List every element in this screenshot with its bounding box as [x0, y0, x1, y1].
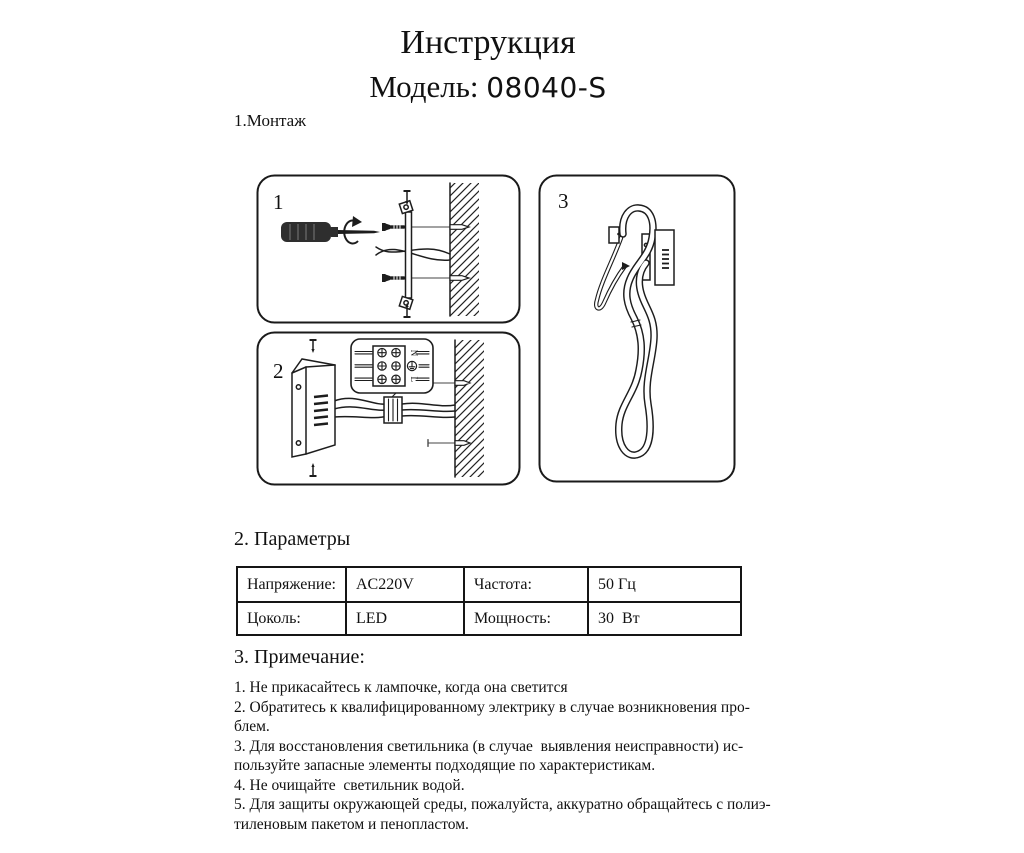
- params-heading: 2. Параметры: [234, 528, 351, 550]
- wall: [455, 340, 484, 477]
- header: [8, 22, 968, 105]
- notes-list: [234, 678, 794, 834]
- panel-2-number: 2: [273, 359, 284, 383]
- driver-box: [292, 359, 335, 457]
- note-line: 4. Не очищайте светильник водой.: [234, 776, 465, 794]
- note-line: блем.: [234, 718, 270, 735]
- earth-icon: [407, 361, 416, 370]
- wall: [450, 183, 479, 316]
- param-label-voltage: Напряжение:: [237, 567, 346, 602]
- param-label-frequency: Частота:: [464, 567, 588, 602]
- model-line: [8, 69, 968, 105]
- terminal-label-neutral: N: [409, 349, 419, 357]
- diagram-panel-1: [256, 174, 521, 324]
- note-line: тиленовым пакетом и пенопластом.: [234, 815, 469, 833]
- terminal-label-live: L: [409, 376, 419, 383]
- note-line: 5. Для защиты окружающей среды, пожалуйста, аккуратно обращайтесь с полиэ-: [234, 796, 771, 813]
- montage-heading: 1.Монтаж: [234, 111, 306, 130]
- table-row: [237, 602, 741, 635]
- param-value-power: 30 Вт: [588, 602, 741, 635]
- note-line: 3. Для восстановления светильника (в случае выявления неисправности) ис-: [234, 737, 744, 755]
- table-row: [237, 567, 741, 602]
- param-value-socket: LED: [346, 602, 464, 635]
- model-number: 08040-S: [486, 70, 607, 104]
- terminal-detail-inset: [351, 339, 433, 393]
- notes-heading: 3. Примечание:: [234, 646, 365, 668]
- diagram-panel-3: [538, 174, 736, 483]
- tube-clamp: [609, 227, 620, 243]
- diagram-panel-2: [256, 331, 521, 486]
- canopy-box: [655, 230, 674, 285]
- page-title: Инструкция: [400, 24, 576, 61]
- note-line: пользуйте запасные элементы подходящие по характеристикам.: [234, 757, 656, 774]
- panel-3-number: 3: [558, 189, 569, 213]
- parameters-table: [236, 566, 742, 636]
- param-value-voltage: AC220V: [346, 567, 464, 602]
- model-label: Модель:: [369, 68, 479, 104]
- panel-1-number: 1: [273, 190, 284, 214]
- param-label-socket: Цоколь:: [237, 602, 346, 635]
- param-label-power: Мощность:: [464, 602, 588, 635]
- terminal-block: [384, 393, 402, 423]
- param-value-frequency: 50 Гц: [588, 567, 741, 602]
- note-line: 1. Не прикасайтесь к лампочке, когда она светится: [234, 679, 568, 696]
- note-line: 2. Обратитесь к квалифицированному электрику в случае возникновения про-: [234, 698, 750, 716]
